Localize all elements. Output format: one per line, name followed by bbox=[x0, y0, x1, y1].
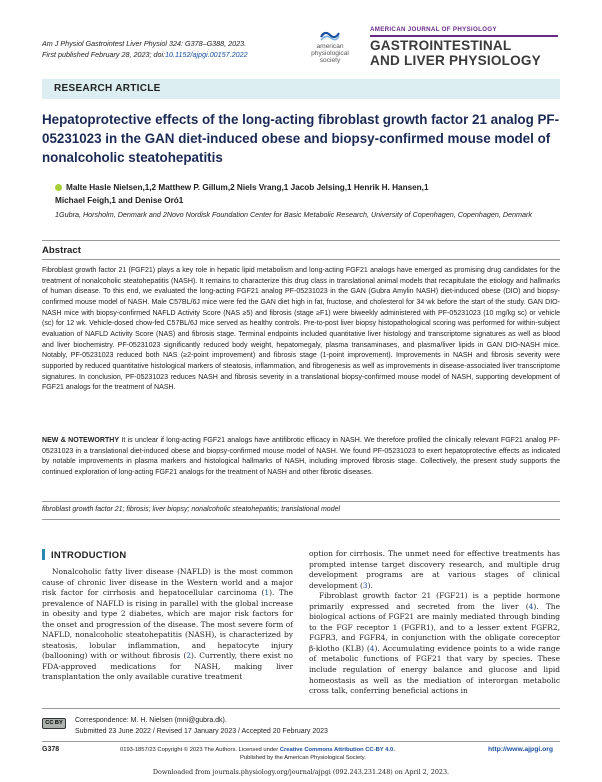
cc-license-badge[interactable]: CC BY bbox=[42, 718, 66, 729]
author-line bbox=[55, 181, 560, 194]
reference-link[interactable]: 4 bbox=[369, 643, 375, 653]
intro-paragraph bbox=[309, 549, 560, 591]
journal-title bbox=[370, 38, 541, 68]
copyright-line bbox=[120, 746, 500, 754]
body-text: Fibroblast growth factor 21 (FGF21) is a peptide hormone primarily expressed and secreted from the liver ( bbox=[309, 591, 560, 611]
author-names: Malte Hasle Nielsen,1,2 Matthew P. Gillum,2 Niels Vrang,1 Jacob Jelsing,1 Henrik H. Hansen,1 bbox=[66, 183, 429, 192]
reference-link[interactable]: 4 bbox=[528, 601, 534, 611]
aps-wordmark-line: american bbox=[316, 43, 344, 50]
keywords: fibroblast growth factor 21; fibrosis; liver biopsy; nonalcoholic steatohepatitis; translational model bbox=[42, 506, 341, 513]
publisher-line: Published by the American Physiological Society. bbox=[240, 755, 366, 761]
affiliations: 1Gubra, Horsholm, Denmark and 2Novo Nordisk Foundation Center for Basic Metabolic Research, University of Copenhagen, Copenhagen, Denmark bbox=[55, 210, 533, 219]
correspondence-block bbox=[75, 716, 328, 737]
body-text: ). Currently, there exist no FDA-approved medications for NASH, making liver transplantation the only available curative treatment bbox=[42, 651, 294, 682]
correspondence-line: Correspondence: M. H. Nielsen (mni@gubra.dk). bbox=[75, 717, 227, 724]
intro-paragraph-left bbox=[42, 567, 293, 683]
section-marker bbox=[42, 549, 45, 560]
new-noteworthy-label: NEW & NOTEWORTHY bbox=[42, 437, 120, 444]
divider bbox=[42, 519, 560, 520]
article-type-label: RESEARCH ARTICLE bbox=[54, 83, 161, 94]
divider bbox=[42, 240, 560, 241]
author-names: Michael Feigh,1 and Denise Oró1 bbox=[55, 196, 184, 205]
orcid-icon[interactable] bbox=[55, 184, 62, 191]
reference-link[interactable]: 1 bbox=[264, 588, 270, 598]
abstract-text: Fibroblast growth factor 21 (FGF21) plays a key role in hepatic lipid metabolism and long-acting FGF21 analogs have emerged as promising drug candidates for the treatment of nonalcoholic steatohepatitis (NASH). It remains to characterize this drug class in translational animal models that recapitulate the etiology and hallmarks of human disease. To this end, we evaluated the long-acting FGF21 analog PF-05231023 in the GAN (Gubra Amylin NASH) diet-induced obese (DIO) and biopsy-confirmed mouse model of NASH. Male C57BL/6J mice were fed the GAN diet high in fat, fructose, and cholesterol for 34 wk before the start of the study. GAN DIO-NASH mice with biopsy-confirmed NAFLD Activity Score (NAS ≥5) and fibrosis (stage ≥F1) were biweekly administered with PF-05231023 (10 mg/kg sc) or vehicle (sc) for 12 wk. Vehicle-dosed chow-fed C57BL/6J mice served as healthy controls. Pre-to-post liver biopsy histopathological scoring was performed for within-subject evaluation of NAFLD Activity Score (NAS) and fibrosis stage. Terminal endpoints included quantitative liver histology and transcriptome signatures as well as blood and liver biochemistry. PF-05231023 significantly reduced body weight, hepatomegaly, plasma transaminases, and plasma/liver lipids in GAN DIO-NASH mice. Notably, PF-05231023 reduced both NAS (≥2-point improvement) and fibrosis stage (1-point improvement). Improvements in NASH and fibrosis severity were supported by reduced quantitative histological markers of steatosis, inflammation, and fibrogenesis as well as improvements in disease-associated liver transcriptome signatures. In conclusion, PF-05231023 reduces NASH and fibrosis severity in a translational biopsy-confirmed mouse model of NASH, supporting development of FGF21 analogs for the treatment of NASH. bbox=[42, 267, 560, 392]
intro-paragraph bbox=[309, 591, 560, 696]
aps-wordmark bbox=[305, 43, 355, 65]
journal-title-line: GASTROINTESTINAL bbox=[370, 38, 512, 53]
aps-logo bbox=[305, 28, 355, 68]
download-notice: Downloaded from journals.physiology.org/journal/ajpgi (092.243.231.248) on April 2, 2023. bbox=[152, 768, 450, 776]
new-noteworthy-text: It is unclear if long-acting FGF21 analogs have antifibrotic efficacy in NASH. We therefore profiled the clinically relevant FGF21 analog PF-05231023 in a translational diet-induced obese and biopsy-confirmed mouse model of NASH. We found PF-05231023 to exert hepatoprotective effects as indicated by notable improvements in plasma markers and histological hallmarks of NASH, including improved fibrosis stage. Collectively, the present study supports the continued exploration of long-acting FGF21 analogs for the treatment of NASH and other fibrotic diseases. bbox=[42, 437, 560, 476]
page-number: G378 bbox=[42, 746, 60, 753]
author-list bbox=[55, 181, 560, 207]
reference-link[interactable]: 2 bbox=[186, 651, 191, 661]
abstract-heading: Abstract bbox=[42, 245, 81, 256]
divider bbox=[42, 708, 560, 709]
article-type-banner bbox=[42, 79, 560, 99]
body-text: option for cirrhosis. The unmet need for effective treatments has prompted intense target discovery research, and multiple drug development programs are at various stages of clinical development ( bbox=[309, 549, 560, 590]
intro-heading: INTRODUCTION bbox=[51, 549, 127, 560]
divider bbox=[42, 501, 560, 502]
license-link[interactable]: Creative Commons Attribution CC-BY 4.0. bbox=[279, 747, 395, 753]
aps-wave-icon bbox=[320, 28, 340, 42]
aps-wordmark-line: society bbox=[319, 57, 341, 65]
copyright-notice bbox=[120, 746, 500, 762]
journal-title-line: AND LIVER PHYSIOLOGY bbox=[370, 53, 541, 68]
citation-line: Am J Physiol Gastrointest Liver Physiol 324: G378–G388, 2023. bbox=[42, 39, 247, 48]
doi-link[interactable]: 10.1152/ajpgi.00157.2022 bbox=[165, 49, 248, 59]
reference-link[interactable]: 3 bbox=[362, 580, 368, 590]
author-line bbox=[55, 194, 560, 207]
citation-doi-line bbox=[42, 50, 248, 61]
body-text: ). Accumulating evidence points to a wide range of metabolic functions of FGF21 that vary by species. These include regulation of energy balance and glucose and lipid homeostasis as well as the mediation of interorgan metabolic cross talk, conferring beneficial actions in bbox=[309, 643, 560, 696]
journal-url-link[interactable]: http://www.ajpgi.org bbox=[488, 746, 554, 753]
journal-divider bbox=[370, 35, 558, 37]
new-noteworthy bbox=[42, 436, 560, 479]
intro-column-right bbox=[309, 549, 560, 697]
citation-block bbox=[42, 39, 248, 60]
body-text: Nonalcoholic fatty liver disease (NAFLD) is the most common cause of chronic liver disease in the Western world and a major risk factor for cirrhosis and hepatocellular carcinoma ( bbox=[42, 567, 293, 598]
divider bbox=[42, 259, 560, 260]
citation-doi-prefix: First published February 28, 2023; doi: bbox=[42, 49, 166, 59]
journal-supertitle: AMERICAN JOURNAL OF PHYSIOLOGY bbox=[370, 26, 497, 33]
aps-wordmark-line: physiological bbox=[311, 50, 349, 58]
body-text: ). bbox=[367, 580, 373, 590]
divider bbox=[42, 741, 560, 742]
body-text: ). The biological actions of FGF21 are mainly mediated through binding to the FGF receptor 1 (FGFR1), and to a lesser extent FGFR2, FGFR3, and FGFR4, in conjunction with the obligate coreceptor β-klotho (KLB) ( bbox=[309, 601, 560, 653]
body-text: ). The prevalence of NAFLD is rising in parallel with the global increase in obesity and type 2 diabetes, which are major risk factors for the onset and progression of the disease. The most severe form of NAFLD, nonalcoholic steatohepatitis (NASH), is characterized by steatosis, lobular inflammation, and hepatocyte injury (ballooning) with or without fibrosis ( bbox=[42, 588, 293, 661]
article-title: Hepatoprotective effects of the long-acting fibroblast growth factor 21 analog PF-05231023 in the GAN diet-induced obese and biopsy-confirmed mouse model of nonalcoholic steatohepatitis bbox=[42, 112, 560, 165]
copyright-text: 0193-1857/23 Copyright © 2023 The Authors. Licensed under bbox=[120, 747, 280, 753]
submission-dates: Submitted 23 June 2022 / Revised 17 January 2023 / Accepted 20 February 2023 bbox=[75, 727, 328, 735]
